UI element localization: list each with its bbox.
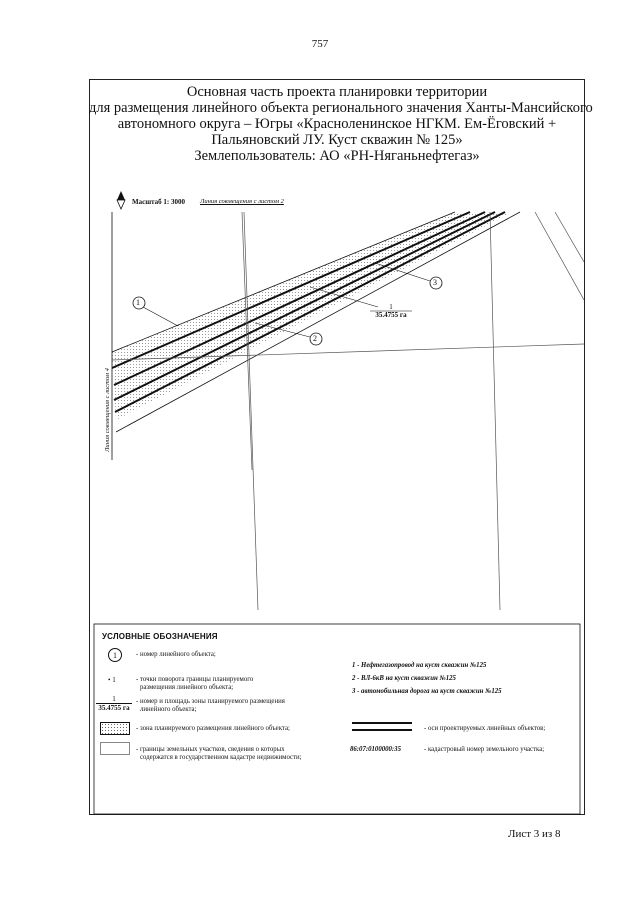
zone-area: 35.4755 га bbox=[375, 311, 407, 319]
zone-number: 1 bbox=[389, 303, 393, 311]
legend-object-1: 1 - Нефтегазопровод на куст скважин №125 bbox=[352, 662, 487, 669]
legend-turn-points bbox=[136, 676, 253, 692]
callout-1-label: 1 bbox=[136, 298, 140, 307]
title-line-4: Пальяновский ЛУ. Куст скважин № 125» bbox=[211, 132, 463, 148]
parcel-line-f bbox=[555, 212, 584, 262]
legend-parcels-line1: - границы земельных участков, сведения о которых bbox=[136, 746, 285, 753]
legend-parcels-line2: содержатся в государственном кадастре недвижимости; bbox=[140, 754, 302, 761]
parcel-line-a bbox=[244, 212, 258, 610]
combine-line-top-label: Линия совмещения с листом 2 bbox=[200, 198, 284, 205]
zone-area-label bbox=[370, 303, 412, 319]
axis-symbol bbox=[352, 722, 412, 731]
legend-turn-points-line2: размещения линейного объекта; bbox=[140, 684, 234, 691]
planned-zone bbox=[112, 212, 512, 420]
legend-title: УСЛОВНЫЕ ОБОЗНАЧЕНИЯ bbox=[102, 632, 218, 641]
sheet-number: Лист 3 из 8 bbox=[508, 828, 561, 840]
title-line-2: для размещения линейного объекта регионального значения Ханты-Мансийского bbox=[89, 100, 593, 116]
legend-zone-number-line2: линейного объекта; bbox=[140, 706, 197, 713]
page-number: 757 bbox=[311, 38, 329, 50]
title-line-3: автономного округа – Югры «Красноленинское НГКМ. Ем-Ёговский + bbox=[117, 116, 557, 132]
parcel-line-e bbox=[535, 212, 584, 300]
parcel-line-c bbox=[490, 212, 500, 610]
legend-object-2: 2 - ВЛ-6кВ на куст скважин №125 bbox=[352, 675, 456, 682]
zone-symbol bbox=[100, 722, 130, 735]
zone-number-symbol-top: 1 bbox=[96, 695, 132, 704]
legend-object-number: - номер линейного объекта; bbox=[136, 651, 216, 658]
zone-boundary-lower bbox=[116, 212, 520, 432]
axis-road-1 bbox=[114, 212, 495, 400]
title-line-5: Землепользователь: АО «РН-Няганьнефтегаз» bbox=[194, 148, 480, 164]
axis-pipeline bbox=[112, 212, 470, 368]
turn-point-symbol: • 1 bbox=[108, 676, 116, 684]
legend-turn-points-line1: - точки поворота границы планируемого bbox=[136, 676, 254, 683]
object-number-symbol: 1 bbox=[108, 648, 122, 662]
axis-powerline bbox=[114, 212, 485, 385]
legend-axes: - оси проектируемых линейных объектов; bbox=[424, 725, 546, 732]
axis-road-2 bbox=[115, 212, 505, 412]
callout-2-label: 2 bbox=[313, 334, 317, 343]
zone-number-symbol-bottom: 35.4755 га bbox=[98, 704, 130, 712]
title-line-1: Основная часть проекта планировки территории bbox=[186, 84, 488, 100]
combine-line-left-label: Линия совмещения с листом 4 bbox=[104, 368, 111, 452]
callout-3-label: 3 bbox=[433, 278, 437, 287]
cadastral-example: 86:07:0100000:35 bbox=[350, 746, 401, 753]
legend-object-3: 3 - автомобильная дорога на куст скважин №125 bbox=[352, 688, 502, 695]
zone-number-symbol bbox=[96, 695, 132, 712]
legend-zone: - зона планируемого размещения линейного объекта; bbox=[136, 725, 290, 732]
legend-zone-number-line1: - номер и площадь зоны планируемого размещения bbox=[136, 698, 285, 705]
legend bbox=[94, 624, 580, 814]
map-scale: Масштаб 1: 3000 bbox=[132, 198, 185, 206]
legend-zone-number bbox=[136, 698, 285, 714]
parcel-symbol bbox=[100, 742, 130, 755]
legend-cadastral: - кадастровый номер земельного участка; bbox=[424, 746, 545, 753]
legend-parcels bbox=[136, 746, 302, 762]
north-arrow-icon bbox=[117, 191, 125, 200]
